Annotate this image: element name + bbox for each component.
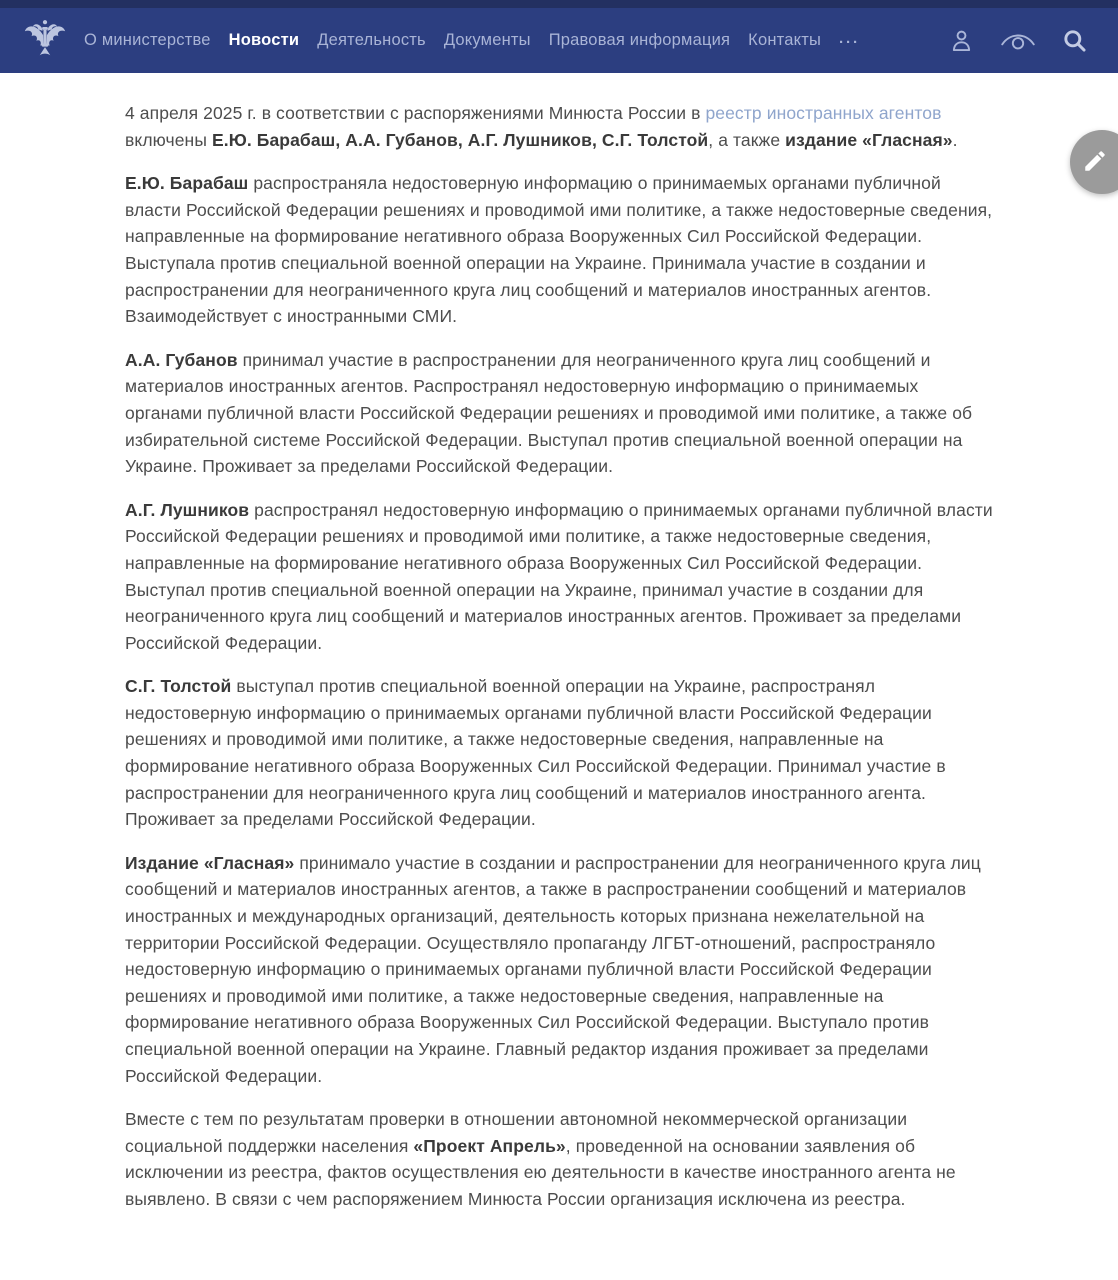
text: распространял недостоверную информацию о принимаемых органами публичной власти Российской Федерации решениях и проводимой ими политике, а также недостоверные сведения, направленные на формирование негативного образа Вооруженных Сил Российской Федерации. Выступал против специальной военной операции на Украине, принимал участие в создании для неограниченного круга лиц сообщений и материалов иностранных агентов. Проживает за пределами Российской Федерации. [125,499,993,653]
edit-button[interactable] [1070,130,1118,194]
main-navbar [0,8,1118,73]
text: 4 апреля 2025 г. в соответствии с распоряжениями Минюста России в [125,103,706,123]
text: , а также [708,129,786,150]
text: включены [125,129,212,150]
text: выступал против специальной военной операции на Украине, распространял недостоверную информацию о принимаемых органами публичной власти Российской Федерации решениях и проводимой ими политике, а также недостоверные сведения, направленные на формирование негативного образа Вооруженных Сил Российской Федерации. Принимал участие в распространении для неограниченного круга лиц сообщений и материалов иностранного агента. Проживает за пределами Российской Федерации. [125,676,946,830]
text: принимал участие в распространении для неограниченного круга лиц сообщений и материалов иностранных агентов. Распространял недостоверную информацию о принимаемых органами публичной власти Российской Федерации решениях и проводимой ими политике, а также об избирательной системе Российской Федерации. Выступал против специальной военной операции на Украине. Проживает за пределами Российской Федерации. [125,349,973,477]
bold-text: А.А. Губанов [125,349,238,370]
paragraph [125,1106,997,1212]
nav-item-1[interactable]: Новости [228,31,300,50]
text: , проведенной на основании заявления об исключении из реестра, фактов осуществления ею деятельности в качестве иностранного агента не выявлено. В связи с чем распоряжением Минюста России организация исключена из реестра. [125,1135,956,1209]
ministry-logo[interactable] [22,15,68,66]
bold-text: Е.Ю. Барабаш [125,173,249,194]
text: . [952,129,958,150]
bold-text: Е.Ю. Барабаш, А.А. Губанов, А.Г. Лушников, С.Г. Толстой [211,129,709,150]
eye-icon[interactable] [1000,29,1036,53]
bold-text: С.Г. Толстой [125,676,232,697]
nav-item-5[interactable]: Контакты [748,31,822,50]
paragraph [125,673,997,833]
nav-item-2[interactable]: Деятельность [317,31,426,50]
top-strip [0,0,1118,8]
text: распространяла недостоверную информацию о принимаемых органами публичной власти Российской Федерации решениях и проводимой ими политике, а также недостоверные сведения, направленные на формирование негативного образа Вооруженных Сил Российской Федерации. Выступала против специальной военной операции на Украине. Принимала участие в создании и распространении для неограниченного круга лиц сообщений и материалов иностранных агентов. Взаимодействует с иностранными СМИ. [125,173,993,327]
paragraph [125,100,997,153]
nav-item-0[interactable]: О министерстве [84,31,211,50]
nav-item-3[interactable]: Документы [443,31,531,50]
bold-text: Издание «Гласная» [125,852,295,873]
nav-item-4[interactable]: Правовая информация [548,31,731,50]
bold-text: издание «Гласная» [785,129,953,150]
user-icon[interactable] [948,27,975,54]
bold-text: А.Г. Лушников [125,499,250,520]
text: принимало участие в создании и распространении для неограниченного круга лиц сообщений и материалов иностранных агентов, а также в распространении сообщений и материалов иностранных и международных организаций, деятельность которых признана нежелательной на территории Российской Федерации. Осуществляло пропаганду ЛГБТ-отношений, распространяло недостоверную информацию о принимаемых органами публичной власти Российской Федерации решениях и проводимой ими политике, а также недостоверные сведения, направленные на формирование негативного образа Вооруженных Сил Российской Федерации. Выступало против специальной военной операции на Украине. Главный редактор издания проживает за пределами Российской Федерации. [125,852,981,1086]
pencil-icon [1089,148,1115,177]
text: Вместе с тем по результатам проверки в отношении автономной некоммерческой организации социальной поддержки населения [125,1109,908,1156]
nav-more-button[interactable]: ··· [839,34,861,51]
double-headed-eagle-icon [22,15,68,66]
article-body [0,73,997,1213]
inline-link[interactable]: реестр иностранных агентов [705,103,942,123]
paragraph [125,497,997,657]
paragraph [125,170,997,330]
nav-menu [84,32,860,49]
bold-text: «Проект Апрель» [413,1135,566,1156]
paragraph [125,850,997,1089]
search-icon[interactable] [1061,27,1088,54]
nav-icons [948,27,1088,54]
paragraph [125,347,997,480]
